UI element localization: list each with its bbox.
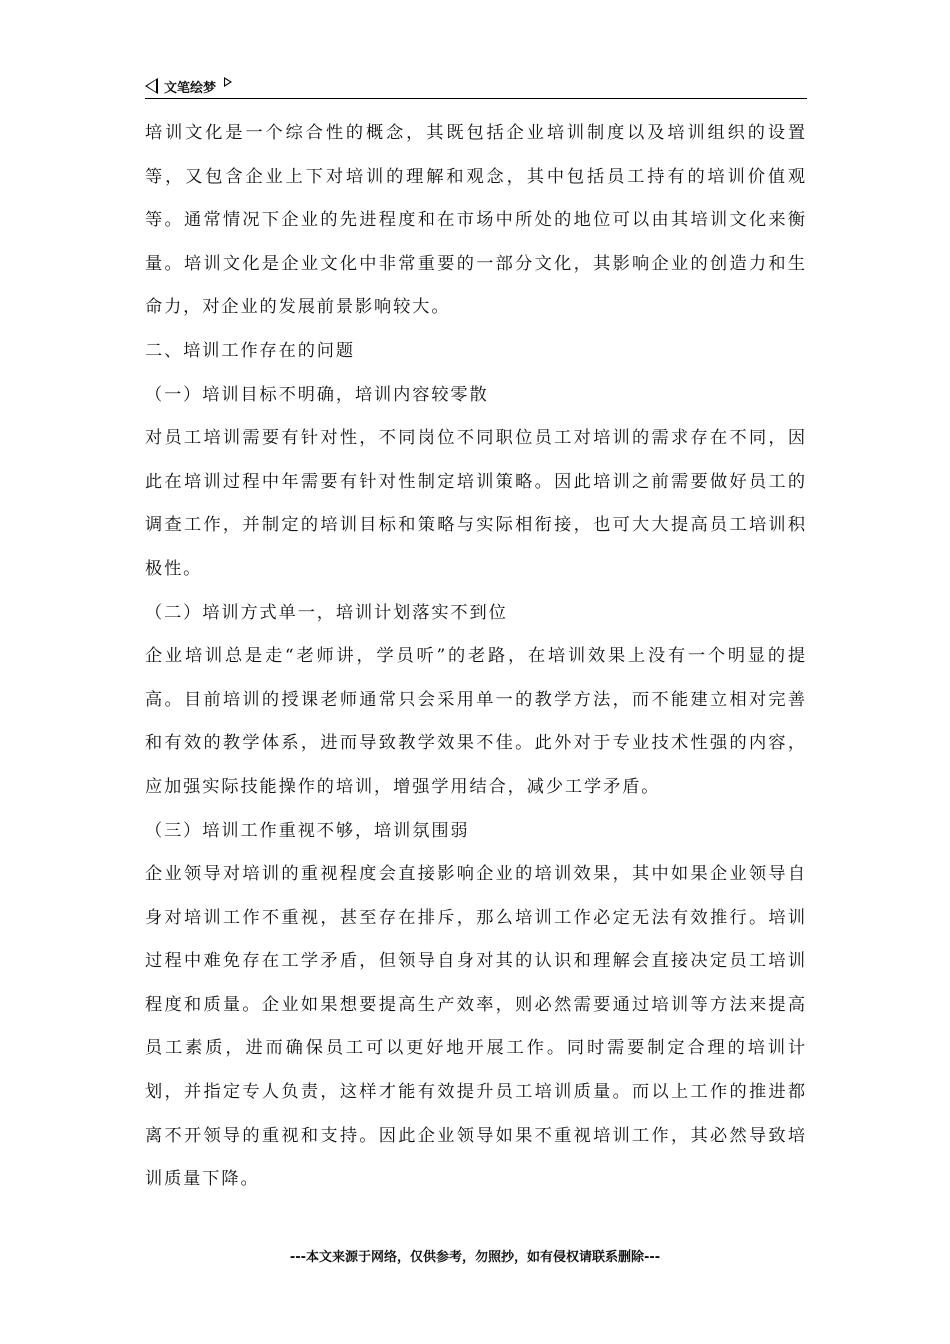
page-footer: ---本文来源于网络，仅供参考，勿照抄，如有侵权请联系删除--- — [289, 1250, 661, 1265]
header-title: 文笔绘梦 — [164, 80, 217, 96]
paragraph-training-culture: 培训文化是一个综合性的概念，其既包括企业培训制度以及培训组织的设置等，又包含企业上下对培训的理解和观念，其中包括员工持有的培训价值观等。通常情况下企业的先进程度和在市场中所处的地位可以由其培训文化来衡量。培训文化是企业文化中非常重要的一部分文化，其影响企业的创造力和生命力，对企业的发展前景影响较大。 — [145, 123, 807, 318]
subheading-3: （三）培训工作重视不够，培训氛围弱 — [145, 820, 470, 841]
document-body — [145, 112, 807, 1202]
paragraph-training-methods: 企业培训总是走“老师讲，学员听”的老路，在培训效果上没有一个明显的提高。目前培训的授课老师通常只会采用单一的教学方法，而不能建立相对完善和有效的教学体系，进而导致教学效果不佳。此外对于专业技术性强的内容，应加强实际技能操作的培训，增强学用结合，减少工学矛盾。 — [145, 646, 807, 797]
subheading-1: （一）培训目标不明确，培训内容较零散 — [145, 384, 489, 405]
paragraph-leadership-attention: 企业领导对培训的重视程度会直接影响企业的培训效果，其中如果企业领导自身对培训工作不重视，甚至存在排斥，那么培训工作必定无法有效推行。培训过程中难免存在工学矛盾，但领导自身对其的认识和理解会直接决定员工培训程度和质量。企业如果想要提高生产效率，则必然需要通过培训等方法来提高员工素质，进而确保员工可以更好地开展工作。同时需要制定合理的培训计划，并指定专人负责，这样才能有效提升员工培训质量。而以上工作的推进都离不开领导的重视和支持。因此企业领导如果不重视培训工作，其必然导致培训质量下降。 — [145, 864, 807, 1190]
subheading-2: （二）培训方式单一，培训计划落实不到位 — [145, 602, 508, 623]
triangle-left-outline-icon — [145, 78, 158, 94]
triangle-right-outline-icon — [224, 77, 232, 87]
section-heading-problems: 二、培训工作存在的问题 — [145, 340, 355, 361]
paragraph-targeted-training: 对员工培训需要有针对性，不同岗位不同职位员工对培训的需求存在不同，因此在培训过程中年需要有针对性制定培训策略。因此培训之前需要做好员工的调查工作，并制定的培训目标和策略与实际相衔接，也可大大提高员工培训积极性。 — [145, 428, 807, 579]
page-header — [145, 74, 807, 99]
